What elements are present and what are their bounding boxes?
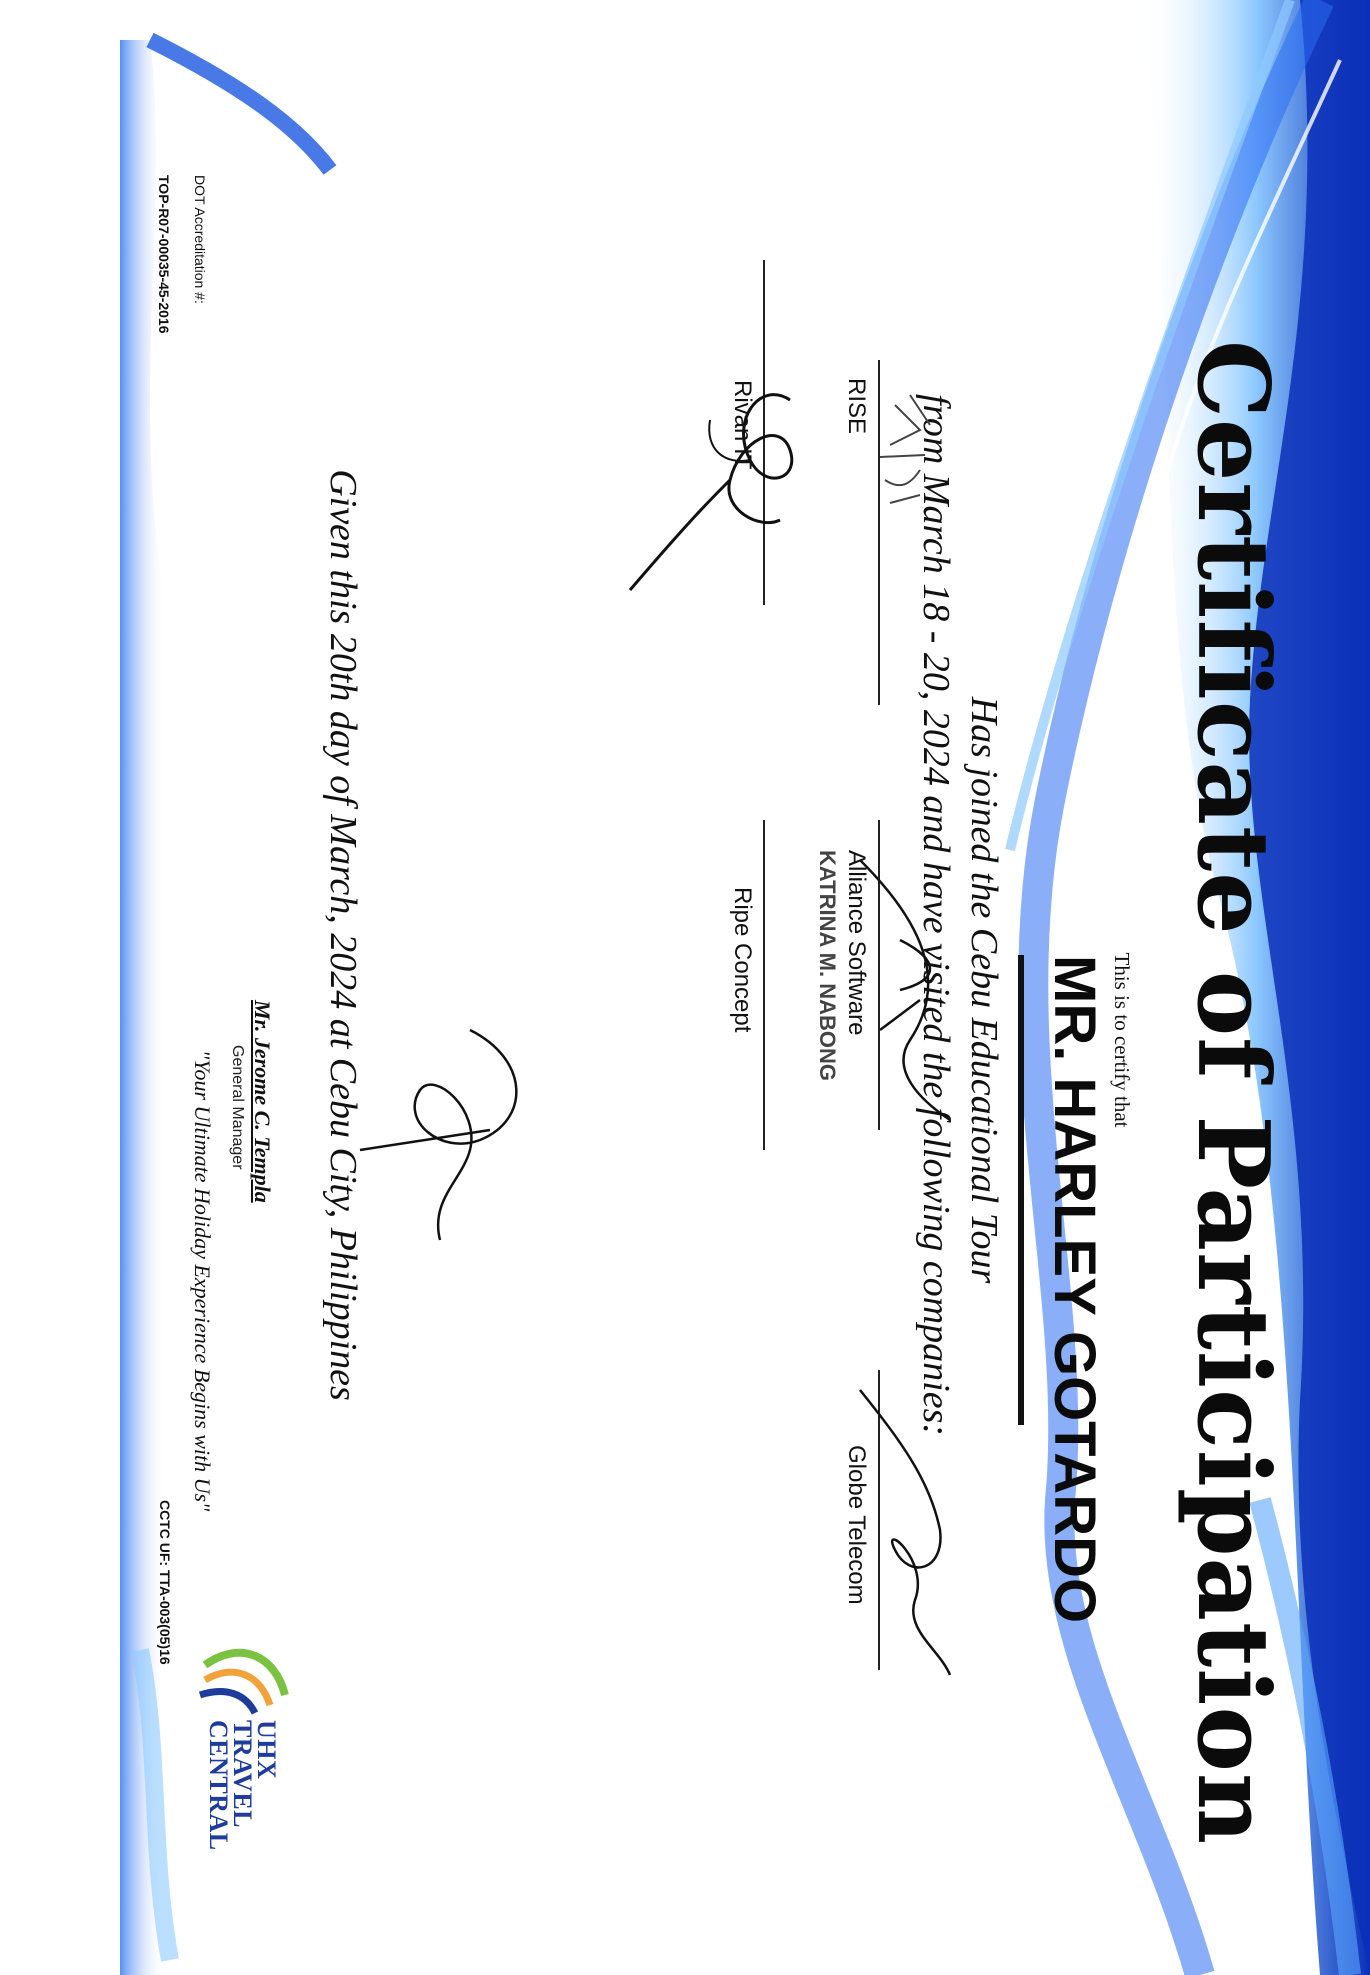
signature-line xyxy=(763,820,765,1150)
signature-alliance-software xyxy=(840,840,980,1140)
tour-dates: from March 18 - 20, 2024 and have visited the following companies: xyxy=(915,393,957,1437)
certify-line: This is to certify that xyxy=(1110,952,1134,1128)
dot-accreditation-label: DOT Accreditation #: xyxy=(192,175,208,304)
company-ripe-concept: Ripe Concept xyxy=(729,887,756,1033)
uhx-logo-icon xyxy=(185,1635,295,1720)
general-manager-name: Mr. Jerome C. Templa xyxy=(250,1000,275,1203)
signature-rivan-it xyxy=(620,360,820,610)
alliance-signatory-name: KATRINA M. NABONG xyxy=(815,850,840,1081)
uhx-logo-text: UHX TRAVEL CENTRAL xyxy=(204,1720,281,1851)
company-rise: RISE xyxy=(843,378,870,435)
company-globe-telecom: Globe Telecom xyxy=(843,1445,870,1605)
signature-rise xyxy=(860,385,950,515)
cctc-number: CCTC UF: TTA-003(05)16 xyxy=(157,1500,173,1665)
name-underline xyxy=(1018,955,1024,1425)
certificate-title: Certificate of Participation xyxy=(1175,340,1290,1846)
tagline: "Your Ultimate Holiday Experience Begins with Us" xyxy=(190,1050,215,1512)
recipient-name: MR. HARLEY GOTARDO xyxy=(1042,955,1107,1624)
company-alliance-software: Alliance Software xyxy=(843,850,870,1036)
dot-accreditation-number: TOP-R07-00035-45-2016 xyxy=(156,175,172,334)
tour-description: Has joined the Cebu Educational Tour xyxy=(963,696,1005,1284)
general-manager-role: General Manager xyxy=(229,1045,246,1170)
given-date-location: Given this 20th day of March, 2024 at Cebu City, Philippines xyxy=(322,469,364,1401)
signature-globe-telecom xyxy=(840,1380,970,1680)
company-rivan-it: Rivan IT xyxy=(729,380,756,470)
signature-general-manager xyxy=(350,1000,550,1260)
